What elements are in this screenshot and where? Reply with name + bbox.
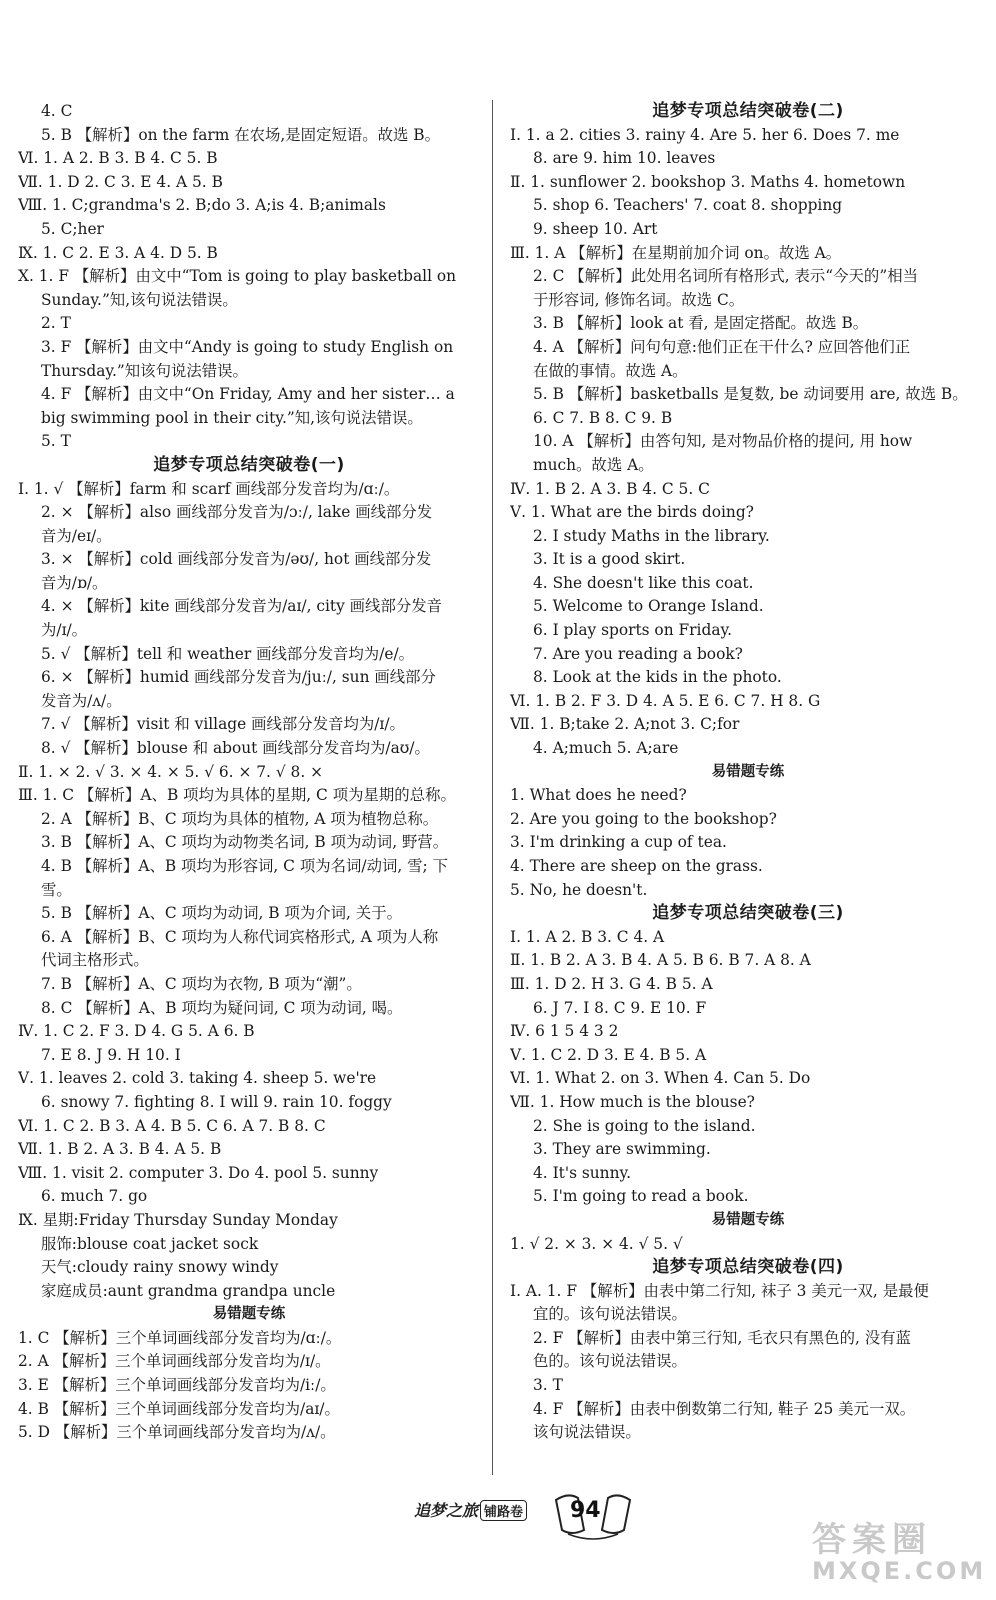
answer-line: 发音为/ʌ/。 — [41, 691, 122, 710]
section-heading: 追梦专项总结突破卷(四) — [652, 1257, 844, 1278]
answer-line: 7. Are you reading a book? — [533, 644, 743, 663]
answer-line: 2. She is going to the island. — [533, 1116, 756, 1135]
answer-line: 音为/eɪ/。 — [41, 526, 112, 545]
subsection-heading: 易错题专练 — [711, 763, 785, 780]
column-divider — [492, 100, 493, 1475]
answer-line: 6. J 7. I 8. C 9. E 10. F — [533, 998, 707, 1017]
answer-line: 8. C 【解析】A、B 项均为疑问词, C 项为动词, 喝。 — [41, 998, 403, 1017]
answer-line: 9. sheep 10. Art — [533, 219, 658, 238]
answer-line: 为/ɪ/。 — [41, 621, 88, 640]
answer-line: 1. C 【解析】三个单词画线部分发音均为/ɑː/。 — [18, 1328, 342, 1347]
answer-line: Ⅳ. 1. B 2. A 3. B 4. C 5. C — [510, 479, 710, 498]
answer-line: 3. They are swimming. — [533, 1140, 711, 1159]
answer-line: Ⅱ. 1. sunflower 2. bookshop 3. Maths 4. hometown — [510, 172, 906, 191]
answer-line: 3. T — [533, 1376, 563, 1395]
watermark-title: 答案圈 — [812, 1520, 932, 1560]
answer-line: Ⅱ. 1. × 2. √ 3. × 4. × 5. √ 6. × 7. √ 8. × — [18, 762, 324, 781]
answer-line: Ⅵ. 1. B 2. F 3. D 4. A 5. E 6. C 7. H 8. G — [510, 691, 821, 710]
answer-line: 3. B 【解析】A、C 项均为动物类名词, B 项为动词, 野营。 — [41, 833, 449, 852]
section-heading: 追梦专项总结突破卷(二) — [652, 101, 844, 121]
answer-line: 天气:cloudy rainy snowy windy — [41, 1258, 279, 1277]
answer-line: 5. Welcome to Orange Island. — [533, 597, 764, 616]
answer-line: 宜的。该句说法错误。 — [533, 1305, 687, 1324]
answer-line: 5. √ 【解析】tell 和 weather 画线部分发音均为/e/。 — [41, 644, 415, 663]
answer-line: 7. B 【解析】A、C 项均为衣物, B 项为“潮”。 — [41, 974, 362, 993]
answer-line: 雪。 — [41, 880, 72, 899]
answer-line: 4. C — [41, 102, 73, 120]
answer-line: 6. A 【解析】B、C 项均为人称代词宾格形式, A 项为人称 — [41, 927, 439, 946]
answer-line: Ⅶ. 1. B 2. A 3. B 4. A 5. B — [18, 1140, 222, 1159]
answer-line: 3. It is a good skirt. — [533, 550, 686, 569]
watermark — [812, 1512, 987, 1592]
answer-line: Ⅸ. 星期:Friday Thursday Sunday Monday — [18, 1210, 338, 1229]
subsection-heading: 易错题专练 — [212, 1306, 286, 1323]
answer-line: 于形容词, 修饰名词。故选 C。 — [533, 290, 745, 309]
answer-line: Ⅶ. 1. How much is the blouse? — [510, 1092, 755, 1111]
answer-line: 4. × 【解析】kite 画线部分发音为/aɪ/, city 画线部分发音 — [41, 597, 443, 616]
answer-line: Ⅰ. 1. a 2. cities 3. rainy 4. Are 5. her 6. Does 7. me — [510, 125, 900, 144]
answer-line: Ⅹ. 1. F 【解析】由文中“Tom is going to play basketball on — [18, 267, 457, 286]
answer-line: 5. T — [41, 432, 71, 451]
answer-line: 2. I study Maths in the library. — [533, 526, 770, 545]
answer-line: Ⅵ. 1. A 2. B 3. B 4. C 5. B — [18, 149, 218, 168]
answer-line: Ⅷ. 1. C;grandma's 2. B;do 3. A;is 4. B;animals — [18, 196, 386, 215]
left-column — [18, 100, 480, 1445]
answer-line: 3. B 【解析】look at 看, 是固定搭配。故选 B。 — [533, 314, 869, 333]
answer-line: 5. D 【解析】三个单词画线部分发音均为/ʌ/。 — [18, 1423, 336, 1442]
answer-line: Ⅳ. 1. C 2. F 3. D 4. G 5. A 6. B — [18, 1022, 255, 1041]
answer-line: 4. A;much 5. A;are — [533, 739, 679, 758]
answer-line: Ⅰ. 1. A 2. B 3. C 4. A — [510, 927, 665, 946]
section-heading: 追梦专项总结突破卷(一) — [153, 454, 345, 475]
answer-line: 1. What does he need? — [510, 786, 687, 805]
answer-line: 5. C;her — [41, 219, 104, 238]
answer-line: 2. T — [41, 314, 71, 333]
answer-line: 5. No, he doesn't. — [510, 880, 648, 899]
answer-line: 4. F 【解析】由文中“On Friday, Amy and her sister… a — [41, 385, 455, 404]
answer-line: 8. are 9. him 10. leaves — [533, 149, 716, 168]
answer-line: 6. much 7. go — [41, 1187, 148, 1206]
answer-line: 3. F 【解析】由文中“Andy is going to study English on — [41, 337, 454, 356]
answer-line: Ⅵ. 1. C 2. B 3. A 4. B 5. C 6. A 7. B 8. C — [18, 1116, 326, 1135]
answer-line: 4. B 【解析】三个单词画线部分发音均为/aɪ/。 — [18, 1399, 340, 1418]
answer-line: Ⅱ. 1. B 2. A 3. B 4. A 5. B 6. B 7. A 8. A — [510, 951, 811, 970]
answer-line: 2. A 【解析】B、C 项均为具体的植物, A 项为植物总称。 — [41, 809, 439, 828]
answer-line: 5. B 【解析】on the farm 在农场,是固定短语。故选 B。 — [41, 125, 441, 144]
answer-line: 5. shop 6. Teachers' 7. coat 8. shopping — [533, 196, 843, 215]
answer-line: Ⅸ. 1. C 2. E 3. A 4. D 5. B — [18, 243, 218, 262]
page-number: 94 — [570, 1498, 601, 1523]
answer-line: Ⅶ. 1. D 2. C 3. E 4. A 5. B — [18, 172, 223, 191]
answer-line: Ⅰ. A. 1. F 【解析】由表中第二行知, 袜子 3 美元一双, 是最便 — [510, 1281, 929, 1300]
answer-line: 该句说法错误。 — [533, 1423, 641, 1442]
answer-line: 色的。该句说法错误。 — [533, 1352, 687, 1371]
brand-logo — [414, 1498, 527, 1521]
answer-line: 5. B 【解析】basketballs 是复数, be 动词要用 are, 故选 B。 — [533, 385, 968, 404]
section-heading: 追梦专项总结突破卷(三) — [652, 903, 844, 924]
answer-line: Ⅲ. 1. D 2. H 3. G 4. B 5. A — [510, 974, 713, 993]
answer-line: 4. It's sunny. — [533, 1163, 632, 1182]
answer-line: 6. I play sports on Friday. — [533, 621, 733, 640]
answer-line: Ⅷ. 1. visit 2. computer 3. Do 4. pool 5. sunny — [18, 1163, 379, 1182]
answer-line: 8. √ 【解析】blouse 和 about 画线部分发音均为/aʊ/。 — [41, 739, 430, 758]
answer-line: 3. × 【解析】cold 画线部分发音为/əʊ/, hot 画线部分发 — [41, 550, 432, 569]
answer-line: Ⅴ. 1. leaves 2. cold 3. taking 4. sheep 5. we're — [18, 1069, 377, 1088]
subsection-heading: 易错题专练 — [711, 1211, 785, 1228]
answer-line: 音为/ɒ/。 — [41, 573, 108, 592]
answer-line: 2. A 【解析】三个单词画线部分发音均为/ɪ/。 — [18, 1352, 331, 1371]
answer-line: 2. × 【解析】also 画线部分发音为/ɔː/, lake 画线部分发 — [41, 503, 433, 522]
answer-line: 6. snowy 7. fighting 8. I will 9. rain 10. foggy — [41, 1092, 392, 1111]
answer-line: 3. E 【解析】三个单词画线部分发音均为/iː/。 — [18, 1376, 336, 1395]
answer-line: Ⅲ. 1. C 【解析】A、B 项均为具体的星期, C 项为星期的总称。 — [18, 786, 456, 805]
answer-line: much。故选 A。 — [533, 455, 654, 474]
answer-line: 3. I'm drinking a cup of tea. — [510, 833, 727, 852]
answer-line: big swimming pool in their city.”知,该句说法错误。 — [41, 408, 423, 427]
right-column — [510, 100, 986, 1445]
answer-line: 4. She doesn't like this coat. — [533, 573, 754, 592]
answer-line: Ⅶ. 1. B;take 2. A;not 3. C;for — [510, 715, 740, 734]
answer-line: 家庭成员:aunt grandma grandpa uncle — [41, 1281, 336, 1300]
answer-line: 4. B 【解析】A、B 项均为形容词, C 项为名词/动词, 雪; 下 — [41, 857, 449, 875]
answer-line: 2. Are you going to the bookshop? — [510, 809, 777, 828]
answer-line: 代词主格形式。 — [41, 951, 149, 970]
answer-line: 2. F 【解析】由表中第三行知, 毛衣只有黑色的, 没有蓝 — [533, 1328, 911, 1347]
answer-line: 7. √ 【解析】visit 和 village 画线部分发音均为/ɪ/。 — [41, 715, 405, 734]
answer-line: 10. A 【解析】由答句知, 是对物品价格的提问, 用 how — [533, 432, 913, 451]
answer-line: Ⅵ. 1. What 2. on 3. When 4. Can 5. Do — [510, 1069, 811, 1088]
answer-line: 8. Look at the kids in the photo. — [533, 668, 782, 687]
answer-line: 在做的事情。故选 A。 — [533, 361, 688, 380]
watermark-url: MXQE.COM — [812, 1557, 987, 1585]
answer-line: 服饰:blouse coat jacket sock — [41, 1234, 259, 1253]
brand-box: 铺路卷 — [480, 1500, 527, 1521]
answer-line: 4. F 【解析】由表中倒数第二行知, 鞋子 25 美元一双。 — [533, 1399, 916, 1418]
answer-line: Ⅳ. 6 1 5 4 3 2 — [510, 1022, 619, 1041]
answer-line: 4. There are sheep on the grass. — [510, 857, 763, 875]
answer-line: Sunday.”知,该句说法错误。 — [41, 290, 238, 309]
brand-name: 追梦之旅 — [414, 1501, 479, 1520]
answer-line: 7. E 8. J 9. H 10. I — [41, 1045, 181, 1064]
answer-line: Ⅴ. 1. What are the birds doing? — [510, 503, 754, 522]
answer-line: 5. B 【解析】A、C 项均为动词, B 项为介词, 关于。 — [41, 904, 402, 923]
answer-line: Ⅴ. 1. C 2. D 3. E 4. B 5. A — [510, 1045, 707, 1064]
answer-line: Thursday.”知该句说法错误。 — [41, 361, 248, 380]
answer-line: Ⅰ. 1. √ 【解析】farm 和 scarf 画线部分发音均为/ɑː/。 — [18, 479, 400, 498]
answer-line: 6. × 【解析】humid 画线部分发音为/juː/, sun 画线部分 — [41, 668, 436, 687]
answer-line: 1. √ 2. × 3. × 4. √ 5. √ — [510, 1234, 683, 1253]
answer-line: 6. C 7. B 8. C 9. B — [533, 408, 673, 427]
answer-line: 5. I'm going to read a book. — [533, 1187, 749, 1206]
answer-line: Ⅲ. 1. A 【解析】在星期前加介词 on。故选 A。 — [510, 243, 842, 262]
answer-line: 2. C 【解析】此处用名词所有格形式, 表示“今天的”相当 — [533, 267, 918, 286]
answer-line: 4. A 【解析】问句句意:他们正在干什么? 应回答他们正 — [533, 337, 911, 356]
